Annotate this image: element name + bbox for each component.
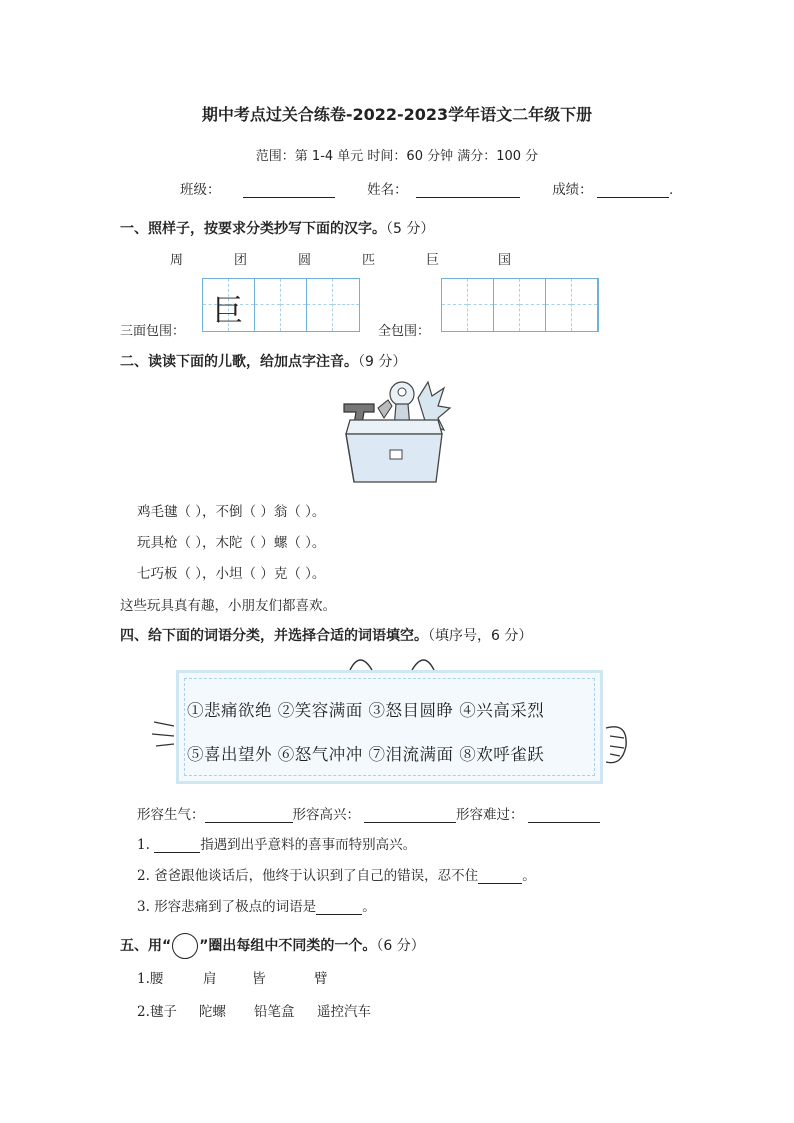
- char-2: 团: [234, 253, 248, 268]
- group-2-item-1[interactable]: 2.毽子: [137, 1004, 177, 1020]
- section4-title: [120, 625, 532, 645]
- score-field[interactable]: [597, 183, 669, 198]
- char-6: 国: [498, 253, 512, 268]
- category-line: [137, 803, 600, 823]
- q2-end: 。: [522, 868, 536, 884]
- rhyme-line-2: 玩具枪（ ），木陀（ ）螺（ ）。: [137, 535, 326, 551]
- group-1-item-4[interactable]: 臂: [314, 971, 328, 987]
- q3-number: 3.: [137, 899, 150, 915]
- group-2-item-3[interactable]: 铅笔盒: [254, 1004, 295, 1020]
- section2-title: [120, 351, 406, 371]
- char-4: 匹: [362, 253, 376, 268]
- q2-blank[interactable]: [478, 869, 522, 884]
- q1-number: 1.: [137, 837, 150, 853]
- section5-title-post: ”圈出每组中不同类的一个。: [199, 938, 377, 954]
- q2-number: 2.: [137, 868, 150, 884]
- example-char: 巨: [213, 294, 243, 329]
- info-line: [180, 178, 673, 198]
- page-title: 期中考点过关合练卷-2022-2023学年语文二年级下册: [201, 105, 593, 124]
- group-2-item-4[interactable]: 遥控汽车: [317, 1004, 371, 1020]
- group-1-item-1[interactable]: 1.腰: [137, 971, 164, 987]
- circle-icon: [172, 933, 198, 959]
- category-angry-label: 形容生气：: [137, 807, 205, 823]
- group-1-item-2[interactable]: 肩: [203, 971, 217, 987]
- q1-text: 指遇到出乎意料的喜事而特别高兴。: [200, 837, 417, 853]
- rhyme-line-1: 鸡毛毽（ ），不倒（ ）翁（ ）。: [137, 504, 326, 520]
- rhyme-closing: 这些玩具真有趣，小朋友们都喜欢。: [120, 598, 336, 614]
- q1-blank[interactable]: [154, 838, 200, 853]
- question-4-2: [137, 864, 536, 884]
- full-enclosure-label: 全包围：: [378, 324, 431, 339]
- category-sad-field[interactable]: [528, 808, 600, 823]
- section2-score: （9 分）: [358, 354, 407, 370]
- category-angry-field[interactable]: [205, 808, 293, 823]
- section4-title-text: 四、给下面的词语分类，并选择合适的词语填空。: [120, 628, 428, 644]
- section1-title-text: 一、照样子，按要求分类抄写下面的汉字。: [120, 221, 386, 237]
- end-dot: .: [668, 182, 674, 198]
- q3-text: 形容悲痛到了极点的词语是: [154, 899, 317, 915]
- word-bank-box: [176, 670, 603, 784]
- name-field[interactable]: [416, 183, 520, 198]
- score-label: 成绩：: [552, 182, 593, 198]
- word-bank-row-1: ①悲痛欲绝 ②笑容满面 ③怒目圆睁 ④兴高采烈: [187, 701, 545, 720]
- rhyme-line-3: 七巧板（ ），小坦（ ）克（ ）。: [137, 566, 326, 582]
- group-1-item-3[interactable]: 皆: [252, 971, 266, 987]
- group-2-item-2[interactable]: 陀螺: [199, 1004, 226, 1020]
- section2-title-text: 二、读读下面的儿歌，给加点字注音。: [120, 354, 358, 370]
- q3-blank[interactable]: [316, 900, 362, 915]
- section1-title: [120, 218, 434, 238]
- word-bank-row-2: ⑤喜出望外 ⑥怒气冲冲 ⑦泪流满面 ⑧欢呼雀跃: [187, 745, 545, 764]
- section4-score: （填序号，6 分）: [428, 628, 533, 644]
- category-happy-label: 形容高兴：: [292, 807, 360, 823]
- section5-score: （6 分）: [376, 938, 425, 954]
- full-enclosure-grid[interactable]: [441, 278, 599, 332]
- section5-title: [120, 933, 425, 959]
- three-side-label: 三面包围：: [120, 324, 186, 339]
- question-4-1: [137, 833, 416, 853]
- name-label: 姓名：: [367, 182, 408, 198]
- q3-end: 。: [362, 899, 376, 915]
- section1-score: （5 分）: [386, 221, 435, 237]
- class-label: 班级：: [180, 182, 221, 198]
- char-5: 巨: [426, 253, 440, 268]
- char-1: 周: [170, 253, 184, 268]
- class-field[interactable]: [243, 183, 335, 198]
- category-sad-label: 形容难过：: [456, 807, 524, 823]
- toy-box-illustration: [340, 378, 452, 490]
- question-4-3: [137, 895, 376, 915]
- char-3: 圆: [298, 253, 312, 268]
- category-happy-field[interactable]: [364, 808, 456, 823]
- q2-text: 爸爸跟他谈话后，他终于认识到了自己的错误，忍不住: [154, 868, 479, 884]
- section5-title-pre: 五、用“: [120, 938, 172, 954]
- exam-scope: 范围：第 1-4 单元 时间：60 分钟 满分：100 分: [255, 149, 539, 164]
